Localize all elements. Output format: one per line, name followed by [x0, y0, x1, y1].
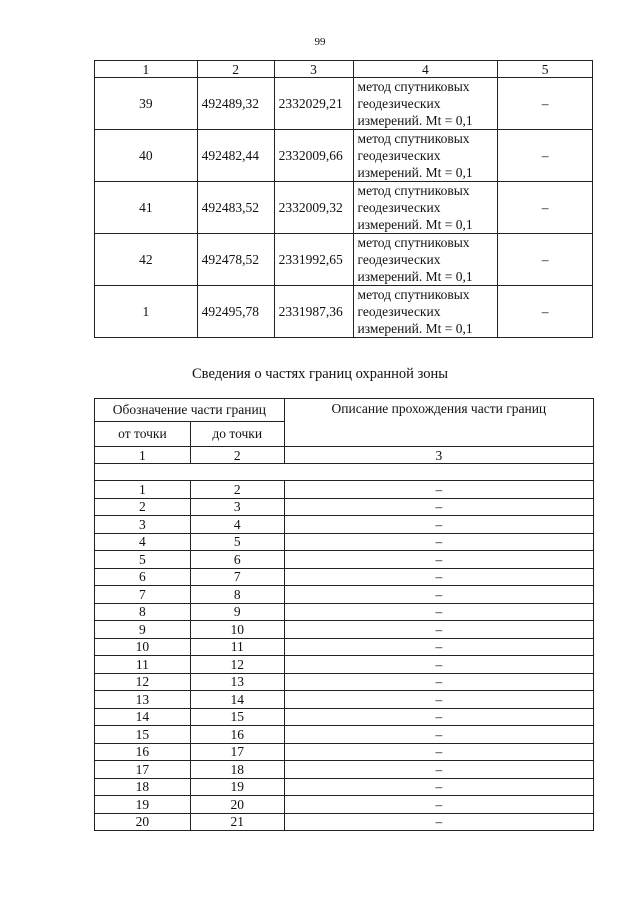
to-point-cell: 10 [190, 621, 284, 639]
from-point-cell: 18 [95, 778, 191, 796]
note-cell: – [498, 182, 593, 234]
to-point-header: до точки [190, 422, 284, 447]
from-point-cell: 16 [95, 743, 191, 761]
from-point-header: от точки [95, 422, 191, 447]
column-number: 1 [95, 447, 191, 464]
x-coordinate-cell: 492495,78 [197, 286, 274, 338]
column-number: 3 [274, 61, 353, 78]
note-cell: – [498, 78, 593, 130]
method-cell: метод спутниковых геодезических измерений. Mt = 0,1 [353, 286, 498, 338]
table-row [95, 743, 594, 761]
note-cell: – [498, 130, 593, 182]
description-cell: – [284, 708, 593, 726]
to-point-cell: 2 [190, 481, 284, 499]
description-cell: – [284, 743, 593, 761]
from-point-cell: 20 [95, 813, 191, 831]
description-cell: – [284, 516, 593, 534]
description-cell: – [284, 621, 593, 639]
point-number-cell: 1 [95, 286, 198, 338]
from-point-cell: 4 [95, 533, 191, 551]
boundary-parts-table [94, 398, 594, 831]
description-cell: – [284, 603, 593, 621]
from-point-cell: 13 [95, 691, 191, 709]
coordinates-header-row [95, 61, 593, 78]
to-point-cell: 13 [190, 673, 284, 691]
to-point-cell: 8 [190, 586, 284, 604]
description-cell: – [284, 638, 593, 656]
to-point-cell: 11 [190, 638, 284, 656]
description-cell: – [284, 481, 593, 499]
table-row [95, 182, 593, 234]
y-coordinate-cell: 2332029,21 [274, 78, 353, 130]
table-row [95, 761, 594, 779]
blank-row [95, 464, 594, 481]
from-point-cell: 2 [95, 498, 191, 516]
to-point-cell: 16 [190, 726, 284, 744]
y-coordinate-cell: 2332009,32 [274, 182, 353, 234]
to-point-cell: 19 [190, 778, 284, 796]
table-row [95, 603, 594, 621]
from-point-cell: 15 [95, 726, 191, 744]
table-row [95, 286, 593, 338]
from-point-cell: 17 [95, 761, 191, 779]
column-number: 1 [95, 61, 198, 78]
x-coordinate-cell: 492483,52 [197, 182, 274, 234]
description-cell: – [284, 726, 593, 744]
from-point-cell: 8 [95, 603, 191, 621]
point-number-cell: 39 [95, 78, 198, 130]
table-row [95, 533, 594, 551]
table-row [95, 516, 594, 534]
to-point-cell: 6 [190, 551, 284, 569]
to-point-cell: 21 [190, 813, 284, 831]
table-row [95, 234, 593, 286]
coordinates-table-body [95, 61, 593, 338]
table-row [95, 708, 594, 726]
boundary-parts-table-body [95, 399, 594, 831]
from-point-cell: 9 [95, 621, 191, 639]
from-point-cell: 14 [95, 708, 191, 726]
x-coordinate-cell: 492482,44 [197, 130, 274, 182]
note-cell: – [498, 234, 593, 286]
to-point-cell: 18 [190, 761, 284, 779]
to-point-cell: 17 [190, 743, 284, 761]
parts-header-row [95, 399, 594, 422]
description-cell: – [284, 586, 593, 604]
to-point-cell: 20 [190, 796, 284, 814]
boundary-designation-header: Обозначение части границ [95, 399, 285, 422]
table-row [95, 656, 594, 674]
table-row [95, 586, 594, 604]
point-number-cell: 41 [95, 182, 198, 234]
description-cell: – [284, 498, 593, 516]
y-coordinate-cell: 2332009,66 [274, 130, 353, 182]
description-cell: – [284, 673, 593, 691]
method-cell: метод спутниковых геодезических измерений. Mt = 0,1 [353, 182, 498, 234]
to-point-cell: 4 [190, 516, 284, 534]
description-cell: – [284, 813, 593, 831]
page-number: 99 [314, 36, 326, 48]
from-point-cell: 5 [95, 551, 191, 569]
to-point-cell: 12 [190, 656, 284, 674]
description-cell: – [284, 691, 593, 709]
point-number-cell: 40 [95, 130, 198, 182]
method-cell: метод спутниковых геодезических измерений. Mt = 0,1 [353, 78, 498, 130]
to-point-cell: 3 [190, 498, 284, 516]
description-cell: – [284, 568, 593, 586]
description-header: Описание прохождения части границ [284, 399, 593, 447]
section-title: Сведения о частях границ охранной зоны [192, 366, 448, 382]
description-cell: – [284, 533, 593, 551]
to-point-cell: 9 [190, 603, 284, 621]
column-number: 5 [498, 61, 593, 78]
table-row [95, 778, 594, 796]
coordinates-table [94, 60, 593, 338]
column-number: 2 [190, 447, 284, 464]
from-point-cell: 1 [95, 481, 191, 499]
from-point-cell: 11 [95, 656, 191, 674]
description-cell: – [284, 551, 593, 569]
table-row [95, 691, 594, 709]
table-row [95, 78, 593, 130]
from-point-cell: 12 [95, 673, 191, 691]
point-number-cell: 42 [95, 234, 198, 286]
description-cell: – [284, 778, 593, 796]
table-row [95, 726, 594, 744]
table-row [95, 498, 594, 516]
column-number: 4 [353, 61, 498, 78]
to-point-cell: 15 [190, 708, 284, 726]
y-coordinate-cell: 2331992,65 [274, 234, 353, 286]
from-point-cell: 10 [95, 638, 191, 656]
x-coordinate-cell: 492478,52 [197, 234, 274, 286]
from-point-cell: 19 [95, 796, 191, 814]
to-point-cell: 7 [190, 568, 284, 586]
column-number: 2 [197, 61, 274, 78]
table-row [95, 621, 594, 639]
note-cell: – [498, 286, 593, 338]
table-row [95, 813, 594, 831]
method-cell: метод спутниковых геодезических измерений. Mt = 0,1 [353, 234, 498, 286]
blank-cell [95, 464, 594, 481]
description-cell: – [284, 761, 593, 779]
table-row [95, 130, 593, 182]
description-cell: – [284, 796, 593, 814]
method-cell: метод спутниковых геодезических измерений. Mt = 0,1 [353, 130, 498, 182]
y-coordinate-cell: 2331987,36 [274, 286, 353, 338]
table-row [95, 796, 594, 814]
description-cell: – [284, 656, 593, 674]
to-point-cell: 14 [190, 691, 284, 709]
from-point-cell: 6 [95, 568, 191, 586]
table-row [95, 551, 594, 569]
x-coordinate-cell: 492489,32 [197, 78, 274, 130]
to-point-cell: 5 [190, 533, 284, 551]
table-row [95, 638, 594, 656]
table-row [95, 481, 594, 499]
from-point-cell: 3 [95, 516, 191, 534]
table-row [95, 568, 594, 586]
table-row [95, 673, 594, 691]
parts-number-row [95, 447, 594, 464]
column-number: 3 [284, 447, 593, 464]
from-point-cell: 7 [95, 586, 191, 604]
